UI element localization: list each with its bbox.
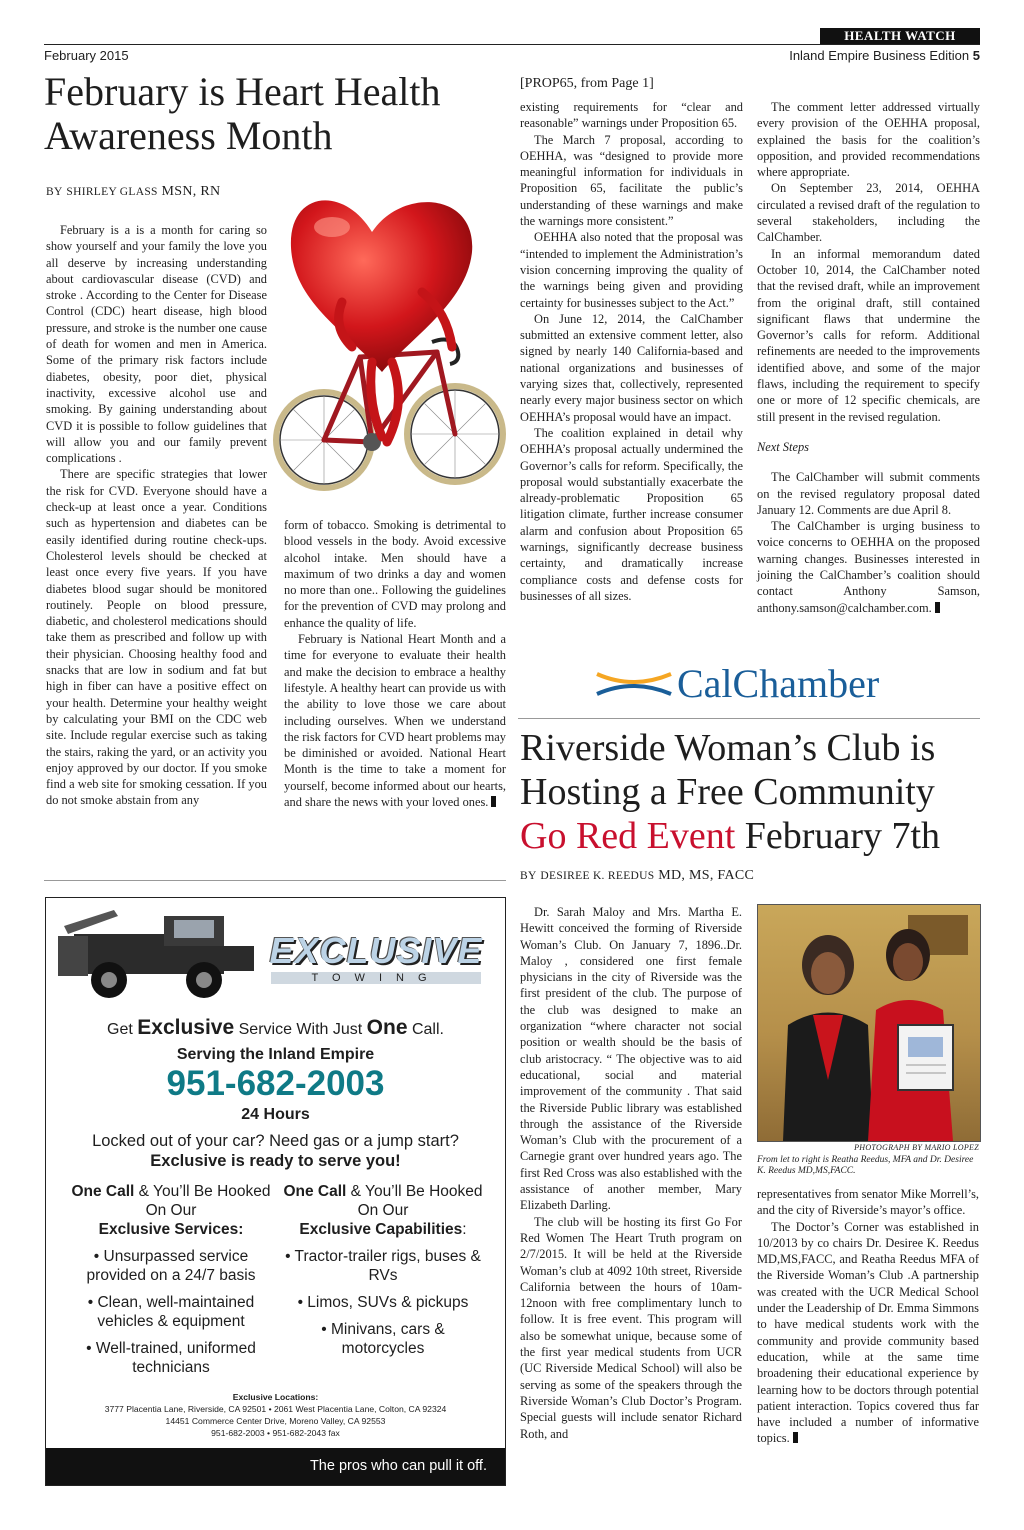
ad-ready: Exclusive is ready to serve you! bbox=[150, 1152, 401, 1170]
calchamber-bottom-rule bbox=[518, 718, 980, 719]
exclusive-logo-text: EXCLUSIVE bbox=[269, 930, 483, 971]
ad-services-head bbox=[66, 1182, 276, 1201]
towing-advertisement bbox=[45, 897, 506, 1486]
ad-on-our: On Our bbox=[145, 1202, 197, 1219]
riverside-title-line3: February 7th bbox=[735, 815, 941, 857]
heart-title-line1: February is Heart Health bbox=[44, 69, 441, 114]
heart-column-2 bbox=[284, 517, 506, 810]
ad-tagline-bar bbox=[46, 1448, 505, 1485]
tow-truck-icon bbox=[54, 906, 264, 1002]
prop65-paragraph: OEHHA also noted that the proposal was “intended to implement the Administration’s vision concerning improving the quality of the warnings being given and providing certainty for businesses subject to the Act.” bbox=[520, 230, 743, 310]
ad-hours: 24 Hours bbox=[241, 1106, 310, 1123]
ad-one-call: One Call bbox=[283, 1183, 347, 1200]
prop65-paragraph bbox=[757, 518, 980, 616]
prop65-paragraph: The CalChamber will submit comments on the revised regulatory proposal dated January 12. Comments are due April 8. bbox=[757, 470, 980, 517]
riverside-title-red: Go Red Event bbox=[520, 815, 736, 857]
heart-title-line2: Awareness Month bbox=[44, 113, 333, 158]
prop65-paragraph: The March 7 proposal, according to OEHHA, was “designed to provide more meaningful information for individuals in Proposition 65, facilitate the public’s understanding of these warnings and make the warnings more consistent.” bbox=[520, 132, 743, 229]
prop65-paragraph: On June 12, 2014, the CalChamber submitted an extensive comment letter, also signed by nearly 140 California-based and national organizations and businesses of varying sizes that, collectively, represented nearly every major business sector on which OEHHA’s proposal would have an impact. bbox=[520, 311, 743, 424]
byline-credentials: MD, MS, FACC bbox=[654, 868, 755, 883]
ad-capability-item: • Minivans, cars & motorcycles bbox=[321, 1321, 445, 1357]
byline-author: SHIRLEY GLASS bbox=[66, 186, 158, 198]
heart-byline bbox=[46, 184, 220, 200]
heart-article bbox=[44, 70, 506, 158]
ad-serving: Serving the Inland Empire bbox=[176, 1046, 375, 1063]
prop65-paragraph-text: The CalChamber is urging business to voice concerns to OEHHA on the proposed warning changes. Businesses interested in joining the CalChamber’s coalition should contact Anthony Samson, anthony.samson@calchamber.com. bbox=[757, 519, 980, 615]
prop65-column-a bbox=[520, 99, 743, 604]
ad-services-title: Exclusive Services: bbox=[98, 1221, 244, 1238]
ad-call: Call. bbox=[407, 1021, 444, 1038]
ad-capabilities-column bbox=[278, 1182, 488, 1358]
riverside-paragraph-text: The Doctor’s Corner was established in 10/2013 by co chairs Dr. Desiree K. Reedus MD,MS,FACC, and Reatha Reedus MFA of the Riverside Woman’s Club .A partnership was created with the UCR Medical School under the Leadership of Dr. Emma Simmons to have medical students work with the community and provide community based education, while at the same time broadening their educational experience by learning how to be doctors through potential patient interaction. Topics covered thus far have included a number of informative topics. bbox=[757, 1219, 979, 1446]
end-mark-icon bbox=[491, 796, 496, 807]
calchamber-swoosh-icon bbox=[595, 670, 673, 698]
ad-get: Get bbox=[107, 1021, 138, 1038]
ad-capability-item: • Tractor-trailer rigs, buses & RVs bbox=[285, 1248, 481, 1284]
photo-people-illustration bbox=[758, 905, 980, 1141]
ad-hooked: & You’ll Be Hooked bbox=[346, 1183, 483, 1200]
exclusive-towing-logo bbox=[251, 930, 501, 984]
riverside-paragraph: representatives from senator Mike Morrell’s, and the city of Riverside’s mayor’s office. bbox=[757, 1187, 979, 1218]
heart-column-1 bbox=[46, 222, 267, 809]
ad-locations bbox=[46, 1391, 505, 1439]
byline-by: BY bbox=[520, 870, 537, 882]
section-banner: HEALTH WATCH bbox=[820, 28, 980, 44]
heart-paragraph: February is a is a month for caring so show yourself and your family the love you all deserve by increasing understanding about cardiovascular disease (CVD) and stroke . According to the Center for Disease Control (CDC) heart disease, high blood pressure, and stroke is the number one cause of death for women and men in America. Some of the primary risk factors include diabetes, obesity, poor diet, physical inactivity, excessive alcohol use and smoking. By gaining understanding about CVD it is possible to follow guidelines that will allow you and our family prevent complications . bbox=[46, 223, 267, 466]
ad-location-line: 14451 Commerce Center Drive, Moreno Valley, CA 92553 bbox=[165, 1416, 386, 1426]
riverside-paragraph bbox=[757, 1219, 979, 1447]
riverside-column-1 bbox=[520, 904, 742, 1442]
heart-paragraph: There are specific strategies that lower the risk for CVD. Everyone should have a check-up at least once a year. Conditions such as hypertension and diabetes can be easily identified during routine check-ups. Cholesterol levels should be checked at least once every five years. If you have diabetes blood sugar should be monitored routinely. People on blood pressure, diabetic, and cholesterol medications should take them as prescribed and follow up with their physician. Choosing healthy food and snacks that are low in sodium and fat but high in fiber can have a positive effect on your health. Determine your healthy weight by calculating your BMI on the CDC web site. Include regular exercise such as taking the stairs, raking the yard, or an activity you enjoy approved by our doctor. If you smoke find a web site for smoking cessation. If you do not smoke abstain from any bbox=[46, 467, 267, 808]
towing-logo-text: TOWING bbox=[271, 972, 481, 984]
calchamber-wordmark: CalChamber bbox=[677, 661, 880, 706]
heart-paragraph-text: February is National Heart Month and a time for everyone to evaluate their health and make the decision to embrace a healthy lifestyle. A healthy heart can provide us with the ability to love those we care about including ourselves. When we understand the risk factors for CVD heart problems may be diminished or avoided. National Heart Month is the time to take a moment for yourself, become informed about our hearts, and share the news with your loved ones. bbox=[284, 632, 506, 810]
calchamber-logo bbox=[595, 662, 915, 706]
ad-phone[interactable]: 951-682-2003 bbox=[166, 1064, 385, 1103]
ad-service-with: Service With Just bbox=[234, 1021, 367, 1038]
ad-location-phones: 951-682-2003 • 951-682-2043 fax bbox=[211, 1428, 340, 1438]
photo-credit: PHOTOGRAPH BY MARIO LOPEZ bbox=[854, 1143, 979, 1152]
prop65-jump-line: [PROP65, from Page 1] bbox=[520, 76, 654, 91]
ad-service-item: • Well-trained, uniformed technicians bbox=[86, 1340, 256, 1376]
heart-bottom-rule bbox=[44, 880, 506, 881]
photo-caption: From let to right is Reatha Reedus, MFA and Dr. Desiree K. Reedus MD,MS,FACC. bbox=[757, 1155, 974, 1176]
riverside-byline bbox=[520, 868, 754, 884]
prop65-paragraph: In an informal memorandum dated October 10, 2014, the CalChamber noted that the revised draft, while an improvement from the original draft, still contained significant flaws that undermine the Governor’s calls for reform. Additional refinements are needed to the improvements identified above, and some of the major flaws, including the requirement to specify one or more of 12 specific chemicals, are still present in the revised regulation. bbox=[757, 246, 980, 424]
prop65-paragraph: On September 23, 2014, OEHHA circulated a revised draft of the regulation to several stakeholders, including the CalChamber. bbox=[757, 181, 980, 245]
ad-capabilities-head bbox=[278, 1182, 488, 1201]
ad-one: One bbox=[366, 1016, 408, 1039]
ad-one-call: One Call bbox=[71, 1183, 135, 1200]
ad-capabilities-title-text: Exclusive Capabilities bbox=[299, 1221, 463, 1238]
heart-cyclist-illustration bbox=[272, 172, 512, 517]
riverside-paragraph: The club will be hosting its first Go For Red Women The Heart Truth program on 2/7/2015. It will be held at the Riverside Woman’s club at 4092 10th street, Riverside California between the hours of 10am-12noon with free complimentary lunch to follow. It is free event. This program will also be somewhat unique, because some of the first year medical students from UCR (UC Riverside Medical School) will also be serving as some of the speakers through the Riverside Woman’s Club Doctor’s Program. Special guests will include senator Richard Roth, and bbox=[520, 1214, 742, 1441]
ad-service-item: • Clean, well-maintained vehicles & equipment bbox=[87, 1294, 255, 1330]
edition-name: Inland Empire Business Edition bbox=[789, 48, 970, 63]
prop65-column-b bbox=[757, 99, 980, 616]
ad-headline bbox=[46, 1016, 505, 1040]
riverside-title-line1: Riverside Woman’s Club is bbox=[520, 727, 936, 769]
riverside-column-2 bbox=[757, 1186, 979, 1447]
prop65-paragraph: The coalition explained in detail why OEHHA’s proposal actually undermined the Governor’s calls for reform. Specifically, the proposal would substantially exacerbate the already-problematic Proposition 65 litigation climate, further increase consumer alarm and confusion about Proposition 65 warnings, significantly decrease business certainty, and dramatically increase compliance costs and defense costs for businesses of all sizes. bbox=[520, 425, 743, 603]
header-rule bbox=[44, 44, 980, 45]
riverside-photo bbox=[757, 904, 981, 1142]
next-steps-subhead: Next Steps bbox=[757, 439, 809, 454]
prop65-paragraph: The comment letter addressed virtually every provision of the OEHHA proposal, explained the basis for the coalition’s opposition, and provided recommendations where appropriate. bbox=[757, 100, 980, 180]
riverside-article-title bbox=[520, 726, 980, 858]
ad-on-our: On Our bbox=[357, 1202, 409, 1219]
heart-article-title bbox=[44, 70, 506, 158]
byline-credentials: MSN, RN bbox=[157, 184, 221, 199]
ad-colon: : bbox=[462, 1221, 467, 1238]
ad-exclusive: Exclusive bbox=[137, 1016, 235, 1039]
byline-author: DESIREE K. REEDUS bbox=[540, 870, 655, 882]
edition-label bbox=[789, 48, 980, 63]
ad-capabilities-title bbox=[278, 1220, 488, 1239]
ad-hooked: & You’ll Be Hooked bbox=[134, 1183, 271, 1200]
heart-paragraph: form of tobacco. Smoking is detrimental to blood vessels in the body. Avoid excessive alcohol intake. Men should have a maximum of two drinks a day and women no more than one.. Following the guidelines for the prevention of CVD may prolong and enhance the quality of life. bbox=[284, 518, 506, 630]
byline-by: BY bbox=[46, 186, 63, 198]
riverside-title-line2: Hosting a Free Community bbox=[520, 771, 935, 813]
riverside-paragraph: Dr. Sarah Maloy and Mrs. Martha E. Hewitt conceived the forming of Riverside Woman’s Club. On January 7, 1896..Dr. Maloy , considered one first female physicians in the city of Riverside was the first president of the club. The purpose of the club was designed to make an organization “where character not social position or wealth should be the basis of club aristocracy. “ The objective was to aid educational, social and material improvement of the community . That said the Riverside Public library was established through the assistance of the Riverside Woman’s Club with the procurement of a Carnegie grant over hundred years ago. The first Red Cross was also established with the assistance of another member, Mary Elizabeth Darling. bbox=[520, 905, 742, 1213]
issue-date: February 2015 bbox=[44, 48, 129, 63]
end-mark-icon bbox=[793, 1432, 798, 1443]
heart-paragraph bbox=[284, 631, 506, 810]
ad-locked: Locked out of your car? Need gas or a jump start? bbox=[92, 1132, 459, 1150]
page-number: 5 bbox=[972, 48, 980, 63]
prop65-paragraph: existing requirements for “clear and reasonable” warnings under Proposition 65. bbox=[520, 100, 743, 131]
ad-location-line: 3777 Placentia Lane, Riverside, CA 92501 • 2061 West Placentia Lane, Colton, CA 92324 bbox=[104, 1404, 447, 1414]
ad-capability-item: • Limos, SUVs & pickups bbox=[297, 1294, 469, 1311]
ad-locations-title: Exclusive Locations: bbox=[232, 1392, 319, 1402]
ad-service-item: • Unsurpassed service provided on a 24/7 basis bbox=[86, 1248, 256, 1284]
ad-services-column bbox=[66, 1182, 276, 1377]
ad-tagline: The pros who can pull it off. bbox=[309, 1458, 487, 1474]
end-mark-icon bbox=[935, 602, 940, 613]
ad-truck-banner bbox=[46, 898, 505, 1006]
